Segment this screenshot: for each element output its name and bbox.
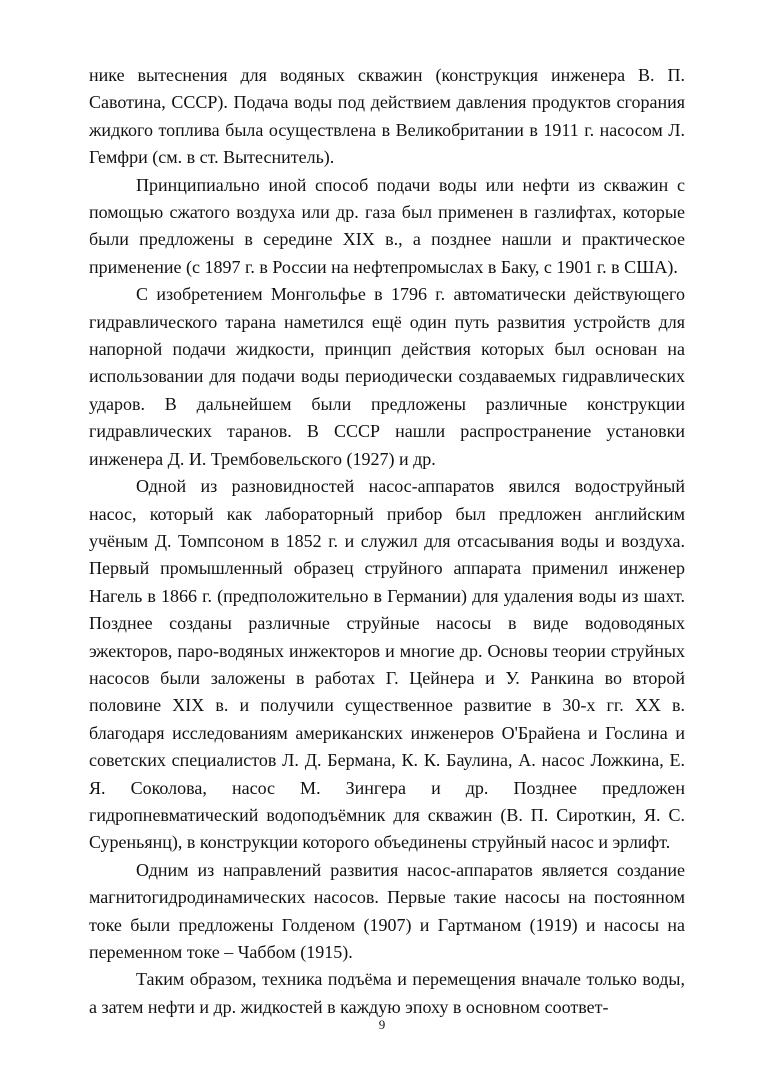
page-number: 9	[378, 1017, 386, 1032]
paragraph-hydraulic-ram: С изобретением Монгольфье в 1796 г. автоматически действующего гидравлического тарана наметился ещё один путь развития устройств для напорной подачи жидкости, принцип действия которых был основан на использовании для подачи воды периодически создаваемых гидравлических ударов. В дальнейшем были предложены различные конструкции гидравлических таранов. В СССР нашли распространение установки инженера Д. И. Трембовельского (1927) и др.	[89, 284, 685, 469]
paragraph-gaslift: Принципиально иной способ подачи воды или нефти из скважин с помощью сжатого воздуха или др. газа был применен в газлифтах, которые были предложены в середине XIX в., а позднее нашли и практическое применение (с 1897 г. в России на нефтепромыслах в Баку, с 1901 г. в США).	[89, 174, 685, 277]
paragraph-summary: Таким образом, техника подъёма и перемещения вначале только воды, а затем нефти и др. жидкостей в каждую эпоху в основном соответ-	[89, 969, 685, 1017]
body-text	[89, 62, 685, 1021]
paragraph-mhd-pumps: Одним из направлений развития насос-аппаратов является создание магнитогидродинамических насосов. Первые такие насосы на постоянном токе были предложены Голденом (1907) и Гартманом (1919) и насосы на переменном токе – Чаббом (1915).	[89, 859, 685, 962]
paragraph-jet-pumps: Одной из разновидностей насос-аппаратов явился водоструйный насос, который как лабораторный прибор был предложен английским учёным Д. Томпсоном в 1852 г. и служил для отсасывания воды и воздуха. Первый промышленный образец струйного аппарата применил инженер Нагель в 1866 г. (предположительно в Германии) для удаления воды из шахт. Позднее созданы различные струйные насосы в виде водоводяных эжекторов, паро-водяных инжекторов и многие др. Основы теории струйных насосов были заложены в работах Г. Цейнера и У. Ранкина во второй половине XIX в. и получили существенное развитие в 30-х гг. XX в. благодаря исследованиям американских инженеров О'Брайена и Гослина и советских специалистов Л. Д. Бермана, К. К. Баулина, А. насос Ложкина, Е. Я. Соколова, насос М. Зингера и др. Позднее предложен гидропневматический водоподъёмник для скважин (В. П. Сироткин, Я. С. Суреньянц), в конструкции которого объединены струйный насос и эрлифт.	[89, 476, 685, 853]
paragraph-continuation: нике вытеснения для водяных скважин (конструкция инженера В. П. Савотина, СССР). Подача воды под действием давления продуктов сгорания жидкого топлива была осуществлена в Великобритании в 1911 г. насосом Л. Гемфри (см. в ст. Вытеснитель).	[89, 65, 685, 168]
